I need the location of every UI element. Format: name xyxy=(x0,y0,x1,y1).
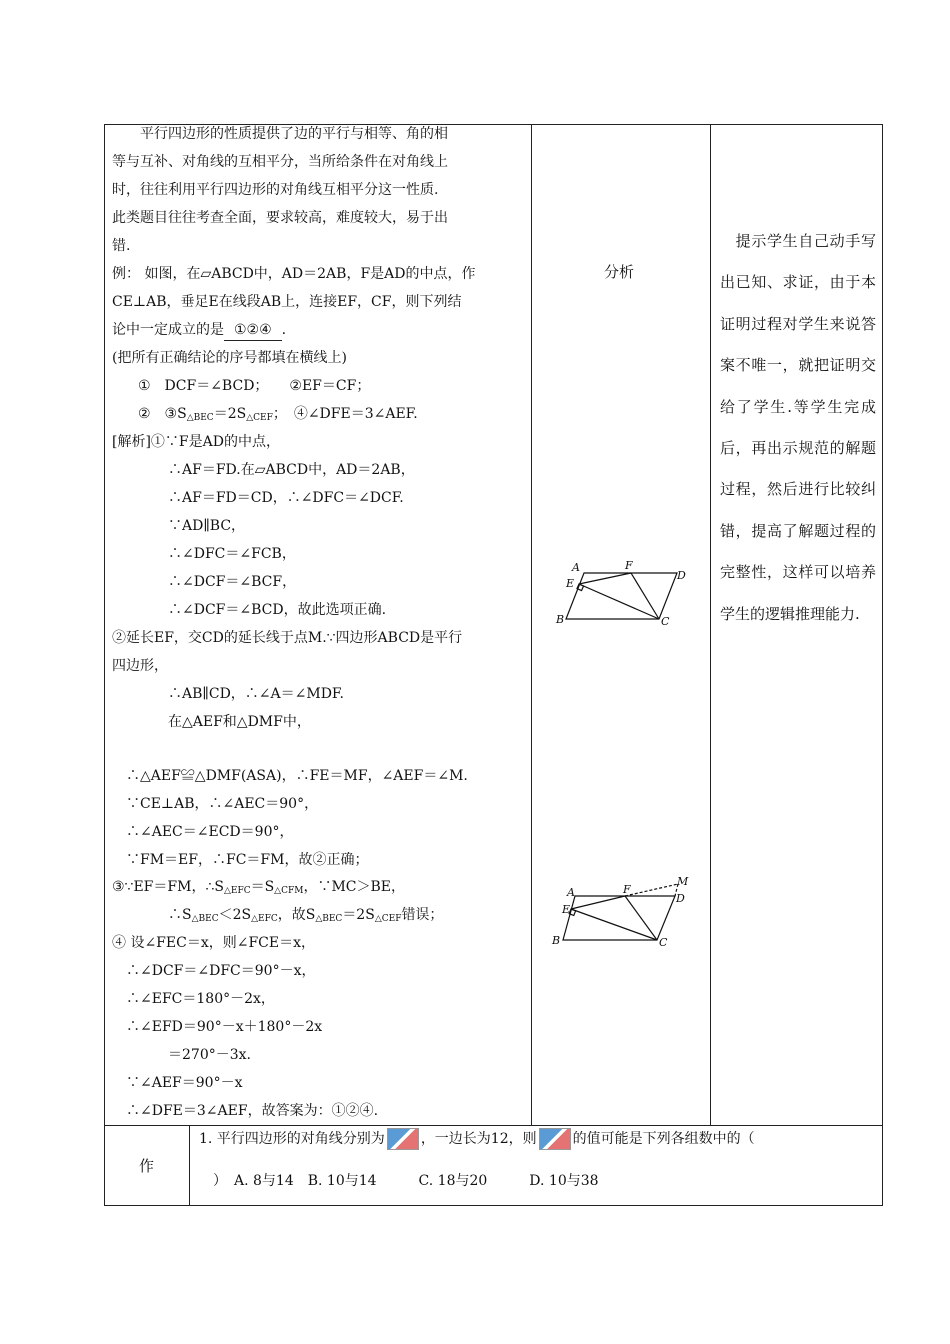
label-d: D xyxy=(676,892,685,905)
text: ② ③S xyxy=(138,406,187,422)
text: ＝S xyxy=(250,879,275,895)
example-end-prefix: 论中一定成立的是 xyxy=(112,322,224,338)
label-b: B xyxy=(556,613,565,626)
teaching-note: 提示学生自己动手写出已知、求证，由于本证明过程对学生来说答案不唯一，就把证明交给了学生.等学生完成后，再出示规范的解题过程，然后进行比较纠错，提高了解题过程的完整性，这样可以培养学生的逻辑推理能力. xyxy=(720,232,876,623)
segment-ef xyxy=(579,573,631,584)
solution-line: ∵FM＝EF，∴FC＝FM，故②正确； xyxy=(112,852,369,868)
text: ＜2S xyxy=(218,907,252,923)
text: 的值可能是下列各组数中的（ xyxy=(572,1131,755,1147)
text: ∴S xyxy=(112,907,192,923)
solution-line: ∴AF＝FD＝CD，∴∠DFC＝∠DCF. xyxy=(112,490,404,506)
subscript: △BEC xyxy=(186,413,214,423)
text: 错误； xyxy=(401,907,444,923)
solution-line: ∴∠DFE＝3∠AEF，故答案为：①②④. xyxy=(112,1103,379,1119)
segment-fm-dashed xyxy=(625,884,678,896)
intro-line: 此类题目往往考查全面，要求较高，难度较大，易于出 xyxy=(112,210,448,226)
intro-line: 错. xyxy=(112,238,131,254)
solution-line: ∴∠DCF＝∠BCD，故此选项正确. xyxy=(112,602,387,618)
intro-line: 时，往往利用平行四边形的对角线互相平分这一性质. xyxy=(112,182,439,198)
solution-line: ∵∠AEF＝90°－x xyxy=(112,1075,243,1091)
solution-line: ∴AF＝FD.在▱ABCD中，AD＝2AB， xyxy=(112,462,415,478)
question-1-options: ） A. 8与14 B. 10与14 C. 18与20 D. 10与38 xyxy=(199,1173,599,1189)
label-c: C xyxy=(661,615,670,628)
text: ③∵EF＝FM，∴S xyxy=(112,879,224,895)
label-f: F xyxy=(625,559,633,572)
text: 1. 平行四边形的对角线分别为 xyxy=(199,1131,385,1147)
option-line-1: ① DCF＝∠BCD； ②EF＝CF； xyxy=(138,378,371,394)
label-b: B xyxy=(552,934,561,947)
label-d: D xyxy=(677,569,686,582)
text: ＝2S xyxy=(342,907,375,923)
solution-line: [解析]①∵F是AD的中点， xyxy=(112,434,280,450)
option-line-2 xyxy=(138,404,418,424)
solution-line: 四边形， xyxy=(112,658,168,674)
solution-line: ∵AD∥BC， xyxy=(112,518,246,534)
row-label: 作 xyxy=(139,1157,155,1175)
solution-line-s4 xyxy=(112,905,443,925)
text: ； ④∠DFE＝3∠AEF. xyxy=(272,406,418,422)
example-line: 例： 如图，在▱ABCD中，AD＝2AB，F是AD的中点，作 xyxy=(112,266,476,282)
example-line: CE⊥AB，垂足E在线段AB上，连接EF，CF，则下列结 xyxy=(112,294,462,310)
text: ＝2S xyxy=(213,406,247,422)
example-conclusion xyxy=(112,320,286,340)
segment-ec xyxy=(579,584,659,619)
col-divider-2 xyxy=(710,124,711,1126)
subscript: △CEF xyxy=(374,914,402,924)
text: ，∵MC＞BE， xyxy=(303,879,406,895)
label-a: A xyxy=(567,886,575,899)
solution-line: ＝270°－3x. xyxy=(112,1047,251,1063)
segment-fc xyxy=(625,896,657,940)
intro-line: 等与互补、对角线的互相平分，当所给条件在对角线上 xyxy=(112,154,448,170)
solution-line: ∴∠DCF＝∠BCF， xyxy=(112,574,297,590)
formula-image-icon xyxy=(387,1128,419,1150)
parallelogram-abcd xyxy=(563,896,675,940)
formula-image-icon xyxy=(539,1128,571,1150)
label-a: A xyxy=(572,561,580,574)
solution-line-s3 xyxy=(112,877,405,897)
solution-line: ∴∠AEC＝∠ECD＝90°， xyxy=(112,824,294,840)
row-divider xyxy=(104,1125,883,1126)
parallelogram-figure-1 xyxy=(550,556,700,628)
label-e: E xyxy=(566,577,575,590)
solution-line: ∴∠EFD＝90°－x＋180°－2x xyxy=(112,1019,323,1035)
subscript: △EFC xyxy=(223,886,251,896)
text: ，一边长为12，则 xyxy=(420,1131,537,1147)
right-angle-mark xyxy=(577,584,584,591)
subscript: △EFC xyxy=(251,914,278,924)
label-e: E xyxy=(562,903,571,916)
right-angle-mark xyxy=(569,909,576,916)
solution-line: ④ 设∠FEC＝x，则∠FCE＝x， xyxy=(112,935,315,951)
solution-line: 在△AEF和△DMF中， xyxy=(112,714,311,730)
question-1-line-1 xyxy=(199,1128,755,1148)
col-divider-1 xyxy=(531,124,532,1126)
label-m: M xyxy=(677,875,689,888)
subscript: △CEF xyxy=(246,413,273,423)
solution-line: ②延长EF，交CD的延长线于点M.∵四边形ABCD是平行 xyxy=(112,630,463,646)
label-f: F xyxy=(623,883,631,896)
solution-line: ∴∠EFC＝180°－2x， xyxy=(112,991,275,1007)
example-end-suffix: . xyxy=(281,322,287,338)
analysis-heading: 分析 xyxy=(604,263,635,281)
parallelogram-figure-2 xyxy=(545,872,700,948)
solution-line: ∴△AEF≌△DMF(ASA)，∴FE＝MF，∠AEF＝∠M. xyxy=(112,768,468,784)
segment-ec xyxy=(571,909,657,940)
subscript: △BEC xyxy=(191,914,219,924)
intro-line: 平行四边形的性质提供了边的平行与相等、角的相 xyxy=(112,126,448,142)
subscript: △CFM xyxy=(274,886,304,896)
subscript: △BEC xyxy=(315,914,343,924)
solution-line: ∴AB∥CD，∴∠A＝∠MDF. xyxy=(112,686,344,702)
solution-line: ∴∠DCF＝∠DFC＝90°－x， xyxy=(112,963,316,979)
segment-ef xyxy=(571,896,625,909)
text: ，故S xyxy=(277,907,316,923)
instruction: (把所有正确结论的序号都填在横线上) xyxy=(112,350,347,366)
parallelogram-abcd xyxy=(566,573,677,619)
solution-line: ∴∠DFC＝∠FCB， xyxy=(112,546,296,562)
segment-fc xyxy=(631,573,659,619)
solution-line: ∵CE⊥AB，∴∠AEC＝90°， xyxy=(112,796,319,812)
answer-blank: ①②④ xyxy=(224,320,282,341)
bottom-col-divider xyxy=(189,1125,190,1206)
label-c: C xyxy=(659,936,668,948)
